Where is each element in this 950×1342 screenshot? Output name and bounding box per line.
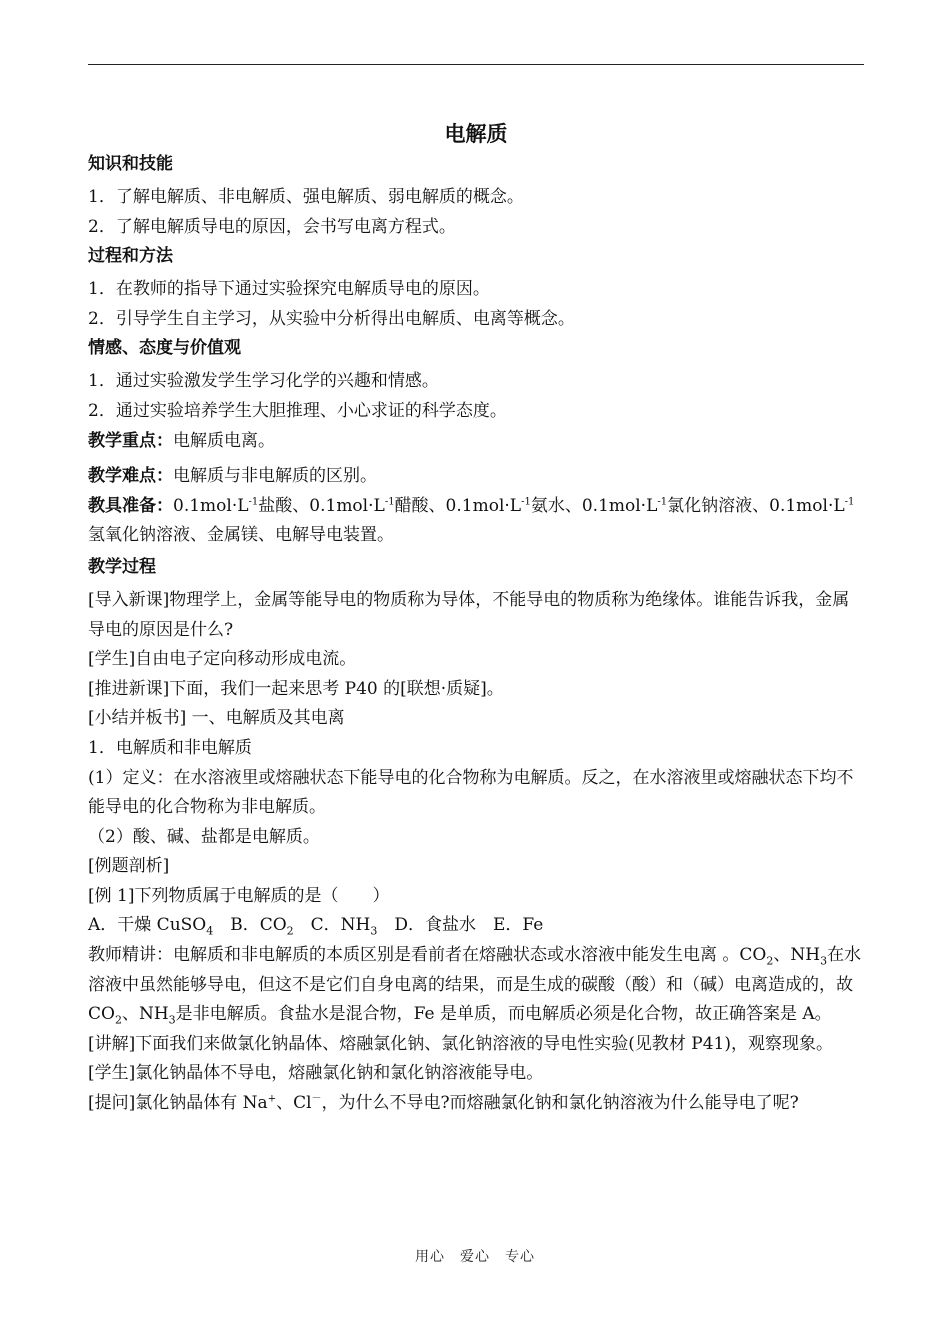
- teaching-difficulty: [88, 462, 864, 492]
- tools-label: 教具准备：: [88, 495, 173, 516]
- question-text: [提问]氯化钠晶体有 Na: [88, 1093, 268, 1114]
- subscript: 2: [766, 954, 774, 968]
- explanation-text: 、NH: [121, 1004, 169, 1025]
- difficulty-text: 电解质与非电解质的区别。: [173, 466, 377, 487]
- superscript: +: [267, 1093, 277, 1105]
- explanation-text: 是非电解质。食盐水是混合物，Fe 是单质，而电解质必须是化合物，故正确答案是 A。: [175, 1004, 832, 1025]
- paragraph: [导入新课]物理学上，金属等能导电的物质称为导体，不能导电的物质称为绝缘体。谁能告诉我，金属导电的原因是什么?: [88, 589, 850, 640]
- heading-knowledge: 知识和技能: [88, 154, 173, 174]
- key-text: 电解质电离。: [173, 430, 275, 451]
- tools-text: 氢氧化钠溶液、金属镁、电解导电装置。: [88, 525, 394, 546]
- page-footer: 用心 爱心 专心: [415, 1249, 535, 1265]
- explanation-text: 、NH: [773, 945, 821, 966]
- tools-text: 氨水、0.1mol·L: [530, 495, 658, 516]
- superscript: -1: [384, 496, 395, 508]
- subscript: 2: [114, 1013, 122, 1027]
- teaching-tools: [88, 492, 864, 551]
- list-item: 2．了解电解质导电的原因，会书写电离方程式。: [88, 216, 456, 237]
- paragraph: [学生]自由电子定向移动形成电流。: [88, 649, 357, 670]
- question-text: 、Cl: [276, 1093, 312, 1114]
- superscript: －: [311, 1093, 322, 1105]
- tools-text: 盐酸、0.1mol·L: [258, 495, 385, 516]
- option-text: C．NH: [293, 915, 371, 936]
- paragraph: [例 1]下列物质属于电解质的是（ ）: [88, 885, 390, 906]
- superscript: -1: [844, 496, 855, 508]
- difficulty-label: 教学难点：: [88, 466, 173, 487]
- paragraph: [讲解]下面我们来做氯化钠晶体、熔融氯化钠、氯化钠溶液的导电性实验(见教材 P41)，观察现象。: [88, 1033, 834, 1054]
- superscript: -1: [521, 496, 531, 508]
- explanation-text: 教师精讲：电解质和非电解质的本质区别是看前者在熔融状态或水溶液中能发生电离 。CO: [88, 945, 767, 966]
- explanation-text: 在水溶液中虽然能够导电，但这不是它们自身电离的结果，而是生成的碳酸（酸）和（碱）电离造成的，故 CO: [88, 945, 862, 1025]
- paragraph: （2）酸、碱、盐都是电解质。: [88, 826, 320, 847]
- superscript: -1: [248, 496, 259, 508]
- subscript: 3: [370, 924, 378, 938]
- list-item: 1．在教师的指导下通过实验探究电解质导电的原因。: [88, 279, 490, 300]
- paragraph: [推进新课]下面，我们一起来思考 P40 的[联想·质疑]。: [88, 678, 504, 699]
- list-item: 1．了解电解质、非电解质、强电解质、弱电解质的概念。: [88, 187, 524, 207]
- document-body: [88, 118, 864, 1119]
- key-label: 教学重点：: [88, 430, 173, 451]
- paragraph: 1．电解质和非电解质: [88, 737, 252, 758]
- heading-process-method: 过程和方法: [88, 246, 173, 267]
- list-item: 2．通过实验培养学生大胆推理、小心求证的科学态度。: [88, 400, 507, 421]
- teacher-explanation: [88, 941, 864, 1030]
- subscript: 4: [206, 924, 214, 938]
- heading-teaching-process: 教学过程: [88, 556, 156, 577]
- option-text: A．干燥 CuSO: [88, 915, 207, 936]
- tools-text: 醋酸、0.1mol·L: [394, 495, 522, 516]
- answer-options: [88, 911, 864, 941]
- list-item: 2．引导学生自主学习，从实验中分析得出电解质、电离等概念。: [88, 308, 575, 329]
- option-text: D．食盐水 E．Fe: [377, 915, 544, 936]
- subscript: 3: [168, 1013, 176, 1027]
- question-text: ，为什么不导电?而熔融氯化钠和氯化钠溶液为什么能导电了呢?: [321, 1093, 799, 1114]
- paragraph: (1）定义：在水溶液里或熔融状态下能导电的化合物称为电解质。反之，在水溶液里或熔融状态下均不能导电的化合物称为非电解质。: [88, 767, 854, 818]
- tools-text: 氯化钠溶液、0.1mol·L: [667, 495, 845, 516]
- heading-emotion: 情感、态度与价值观: [88, 338, 241, 359]
- superscript: -1: [657, 496, 668, 508]
- question-paragraph: [88, 1089, 864, 1119]
- header-rule: [88, 64, 864, 65]
- teaching-key-point: [88, 427, 864, 457]
- option-text: B．CO: [213, 915, 287, 936]
- list-item: 1．通过实验激发学生学习化学的兴趣和情感。: [88, 371, 439, 392]
- paragraph: [例题剖析]: [88, 856, 170, 877]
- paragraph: [学生]氯化钠晶体不导电，熔融氯化钠和氯化钠溶液能导电。: [88, 1063, 544, 1084]
- page-title: 电解质: [444, 122, 508, 146]
- subscript: 3: [820, 954, 828, 968]
- subscript: 2: [286, 924, 294, 938]
- paragraph: [小结并板书] 一、电解质及其电离: [88, 708, 345, 729]
- tools-text: 0.1mol·L: [173, 495, 249, 516]
